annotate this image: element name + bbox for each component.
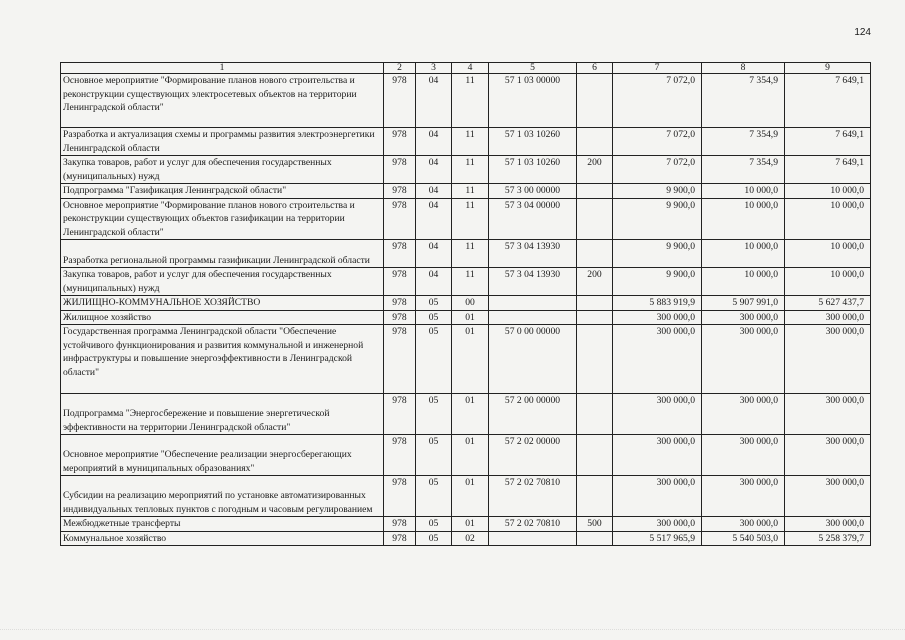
row-cell-c5: 57 1 03 10260 xyxy=(489,156,577,184)
header-cell: 8 xyxy=(702,63,785,74)
row-cell-c9: 300 000,0 xyxy=(785,325,871,394)
row-cell-c3: 05 xyxy=(416,310,452,325)
table-row xyxy=(61,184,871,199)
table-body xyxy=(61,74,871,546)
row-cell-c4: 01 xyxy=(452,517,489,532)
row-cell-c2: 978 xyxy=(384,198,416,240)
row-cell-c2: 978 xyxy=(384,74,416,128)
row-cell-c2: 978 xyxy=(384,268,416,296)
row-cell-c9: 7 649,1 xyxy=(785,74,871,128)
row-cell-c4: 11 xyxy=(452,156,489,184)
row-cell-c7: 5 517 965,9 xyxy=(613,531,702,546)
table-row xyxy=(61,296,871,311)
row-cell-c7: 300 000,0 xyxy=(613,435,702,476)
row-cell-c8: 7 354,9 xyxy=(702,128,785,156)
table-row xyxy=(61,240,871,268)
row-cell-c9: 10 000,0 xyxy=(785,184,871,199)
row-cell-c3: 04 xyxy=(416,268,452,296)
row-name-cell: Основное мероприятие "Обеспечение реализации энергосберегающих мероприятий в муниципальных образованиях" xyxy=(61,435,384,476)
table-row xyxy=(61,325,871,394)
table-row xyxy=(61,74,871,128)
row-cell-c7: 9 900,0 xyxy=(613,268,702,296)
header-cell: 2 xyxy=(384,63,416,74)
row-cell-c6 xyxy=(577,476,613,517)
row-cell-c8: 300 000,0 xyxy=(702,325,785,394)
row-cell-c3: 05 xyxy=(416,517,452,532)
row-cell-c2: 978 xyxy=(384,296,416,311)
row-cell-c9: 5 627 437,7 xyxy=(785,296,871,311)
row-cell-c4: 11 xyxy=(452,198,489,240)
header-cell: 6 xyxy=(577,63,613,74)
row-name-cell: Подпрограмма "Энергосбережение и повышение энергетической эффективности на территории Ленинградской области" xyxy=(61,394,384,435)
row-cell-c5 xyxy=(489,531,577,546)
row-cell-c5: 57 3 04 00000 xyxy=(489,198,577,240)
header-row xyxy=(61,63,871,74)
row-cell-c5: 57 3 04 13930 xyxy=(489,268,577,296)
row-cell-c8: 300 000,0 xyxy=(702,476,785,517)
row-cell-c9: 300 000,0 xyxy=(785,476,871,517)
row-cell-c7: 300 000,0 xyxy=(613,517,702,532)
header-cell: 9 xyxy=(785,63,871,74)
row-cell-c5: 57 1 03 10260 xyxy=(489,128,577,156)
row-cell-c2: 978 xyxy=(384,325,416,394)
row-cell-c8: 7 354,9 xyxy=(702,156,785,184)
row-cell-c2: 978 xyxy=(384,517,416,532)
row-cell-c9: 300 000,0 xyxy=(785,517,871,532)
row-cell-c3: 04 xyxy=(416,198,452,240)
row-cell-c2: 978 xyxy=(384,128,416,156)
row-name-cell: Подпрограмма "Газификация Ленинградской области" xyxy=(61,184,384,199)
row-cell-c9: 10 000,0 xyxy=(785,268,871,296)
row-cell-c5: 57 3 04 13930 xyxy=(489,240,577,268)
table-row xyxy=(61,394,871,435)
row-name-cell: Разработка региональной программы газификации Ленинградской области xyxy=(61,240,384,268)
row-cell-c6 xyxy=(577,325,613,394)
table-row xyxy=(61,128,871,156)
row-cell-c6 xyxy=(577,240,613,268)
row-cell-c3: 05 xyxy=(416,296,452,311)
row-cell-c9: 10 000,0 xyxy=(785,240,871,268)
row-cell-c4: 01 xyxy=(452,435,489,476)
row-cell-c9: 5 258 379,7 xyxy=(785,531,871,546)
row-cell-c8: 7 354,9 xyxy=(702,74,785,128)
row-cell-c2: 978 xyxy=(384,310,416,325)
row-cell-c7: 7 072,0 xyxy=(613,156,702,184)
row-cell-c5: 57 3 00 00000 xyxy=(489,184,577,199)
row-cell-c3: 04 xyxy=(416,74,452,128)
row-name-cell: Жилищное хозяйство xyxy=(61,310,384,325)
row-cell-c6: 200 xyxy=(577,156,613,184)
row-cell-c8: 5 540 503,0 xyxy=(702,531,785,546)
row-name-cell: Основное мероприятие "Формирование планов нового строительства и реконструкции существующих электросетевых объектов на территории Ленинградской области" xyxy=(61,74,384,128)
row-cell-c2: 978 xyxy=(384,531,416,546)
row-cell-c6 xyxy=(577,394,613,435)
row-cell-c5: 57 2 02 70810 xyxy=(489,476,577,517)
row-cell-c8: 300 000,0 xyxy=(702,435,785,476)
row-cell-c5: 57 0 00 00000 xyxy=(489,325,577,394)
row-cell-c5: 57 1 03 00000 xyxy=(489,74,577,128)
row-cell-c7: 7 072,0 xyxy=(613,128,702,156)
row-name-cell: Коммунальное хозяйство xyxy=(61,531,384,546)
header-cell: 5 xyxy=(489,63,577,74)
table-row xyxy=(61,310,871,325)
row-name-cell: Закупка товаров, работ и услуг для обеспечения государственных (муниципальных) нужд xyxy=(61,156,384,184)
row-cell-c6 xyxy=(577,310,613,325)
row-cell-c2: 978 xyxy=(384,435,416,476)
row-cell-c4: 11 xyxy=(452,74,489,128)
row-cell-c6 xyxy=(577,128,613,156)
row-cell-c9: 300 000,0 xyxy=(785,435,871,476)
row-cell-c6 xyxy=(577,74,613,128)
row-cell-c3: 04 xyxy=(416,128,452,156)
row-cell-c4: 02 xyxy=(452,531,489,546)
row-cell-c7: 300 000,0 xyxy=(613,325,702,394)
row-cell-c2: 978 xyxy=(384,394,416,435)
row-cell-c4: 01 xyxy=(452,394,489,435)
row-cell-c7: 300 000,0 xyxy=(613,394,702,435)
row-cell-c6 xyxy=(577,531,613,546)
row-name-cell: Государственная программа Ленинградской области "Обеспечение устойчивого функционирования и развития коммунальной и инженерной инфраструктуры и повышение энергоэффективности в Ленинградской области" xyxy=(61,325,384,394)
header-cell: 4 xyxy=(452,63,489,74)
row-cell-c8: 300 000,0 xyxy=(702,517,785,532)
row-cell-c7: 300 000,0 xyxy=(613,476,702,517)
row-cell-c9: 300 000,0 xyxy=(785,310,871,325)
row-cell-c3: 05 xyxy=(416,325,452,394)
row-cell-c8: 10 000,0 xyxy=(702,184,785,199)
table-row xyxy=(61,198,871,240)
row-cell-c4: 11 xyxy=(452,240,489,268)
row-cell-c5: 57 2 02 00000 xyxy=(489,435,577,476)
scan-edge-marks xyxy=(0,629,905,634)
row-cell-c4: 01 xyxy=(452,310,489,325)
row-cell-c5 xyxy=(489,310,577,325)
table-row xyxy=(61,476,871,517)
row-name-cell: Основное мероприятие "Формирование планов нового строительства и реконструкции существующих объектов газификации на территории Ленинградской области" xyxy=(61,198,384,240)
budget-table xyxy=(60,62,871,546)
header-cell: 7 xyxy=(613,63,702,74)
row-cell-c8: 10 000,0 xyxy=(702,240,785,268)
table-row xyxy=(61,517,871,532)
row-cell-c4: 01 xyxy=(452,476,489,517)
row-cell-c7: 7 072,0 xyxy=(613,74,702,128)
page-number: 124 xyxy=(854,27,871,38)
row-cell-c7: 9 900,0 xyxy=(613,184,702,199)
header-cell: 1 xyxy=(61,63,384,74)
row-cell-c4: 11 xyxy=(452,128,489,156)
table-row xyxy=(61,435,871,476)
row-cell-c4: 11 xyxy=(452,268,489,296)
row-cell-c6 xyxy=(577,296,613,311)
row-cell-c3: 05 xyxy=(416,476,452,517)
row-cell-c3: 05 xyxy=(416,531,452,546)
row-name-cell: Закупка товаров, работ и услуг для обеспечения государственных (муниципальных) нужд xyxy=(61,268,384,296)
row-cell-c3: 04 xyxy=(416,184,452,199)
row-cell-c4: 01 xyxy=(452,325,489,394)
row-cell-c8: 300 000,0 xyxy=(702,310,785,325)
row-cell-c8: 5 907 991,0 xyxy=(702,296,785,311)
row-cell-c6 xyxy=(577,435,613,476)
row-name-cell: Межбюджетные трансферты xyxy=(61,517,384,532)
row-cell-c5: 57 2 00 00000 xyxy=(489,394,577,435)
row-cell-c6 xyxy=(577,184,613,199)
table-row xyxy=(61,156,871,184)
header-cell: 3 xyxy=(416,63,452,74)
row-name-cell: Субсидии на реализацию мероприятий по установке автоматизированных индивидуальных тепловых пунктов с погодным и часовым регулированием xyxy=(61,476,384,517)
row-cell-c6 xyxy=(577,198,613,240)
row-name-cell: Разработка и актуализация схемы и программы развития электроэнергетики Ленинградской области xyxy=(61,128,384,156)
row-cell-c2: 978 xyxy=(384,476,416,517)
table-row xyxy=(61,531,871,546)
row-cell-c9: 7 649,1 xyxy=(785,128,871,156)
row-cell-c9: 10 000,0 xyxy=(785,198,871,240)
row-cell-c3: 04 xyxy=(416,240,452,268)
row-cell-c2: 978 xyxy=(384,184,416,199)
row-cell-c4: 00 xyxy=(452,296,489,311)
row-cell-c7: 9 900,0 xyxy=(613,240,702,268)
row-cell-c2: 978 xyxy=(384,156,416,184)
row-cell-c6: 500 xyxy=(577,517,613,532)
row-cell-c5 xyxy=(489,296,577,311)
row-cell-c5: 57 2 02 70810 xyxy=(489,517,577,532)
row-cell-c3: 04 xyxy=(416,156,452,184)
row-cell-c7: 300 000,0 xyxy=(613,310,702,325)
row-cell-c7: 9 900,0 xyxy=(613,198,702,240)
row-cell-c9: 300 000,0 xyxy=(785,394,871,435)
row-cell-c3: 05 xyxy=(416,435,452,476)
row-cell-c4: 11 xyxy=(452,184,489,199)
table-row xyxy=(61,268,871,296)
row-cell-c8: 300 000,0 xyxy=(702,394,785,435)
row-cell-c3: 05 xyxy=(416,394,452,435)
row-cell-c8: 10 000,0 xyxy=(702,268,785,296)
row-name-cell: ЖИЛИЩНО-КОММУНАЛЬНОЕ ХОЗЯЙСТВО xyxy=(61,296,384,311)
row-cell-c2: 978 xyxy=(384,240,416,268)
row-cell-c9: 7 649,1 xyxy=(785,156,871,184)
row-cell-c7: 5 883 919,9 xyxy=(613,296,702,311)
row-cell-c8: 10 000,0 xyxy=(702,198,785,240)
row-cell-c6: 200 xyxy=(577,268,613,296)
